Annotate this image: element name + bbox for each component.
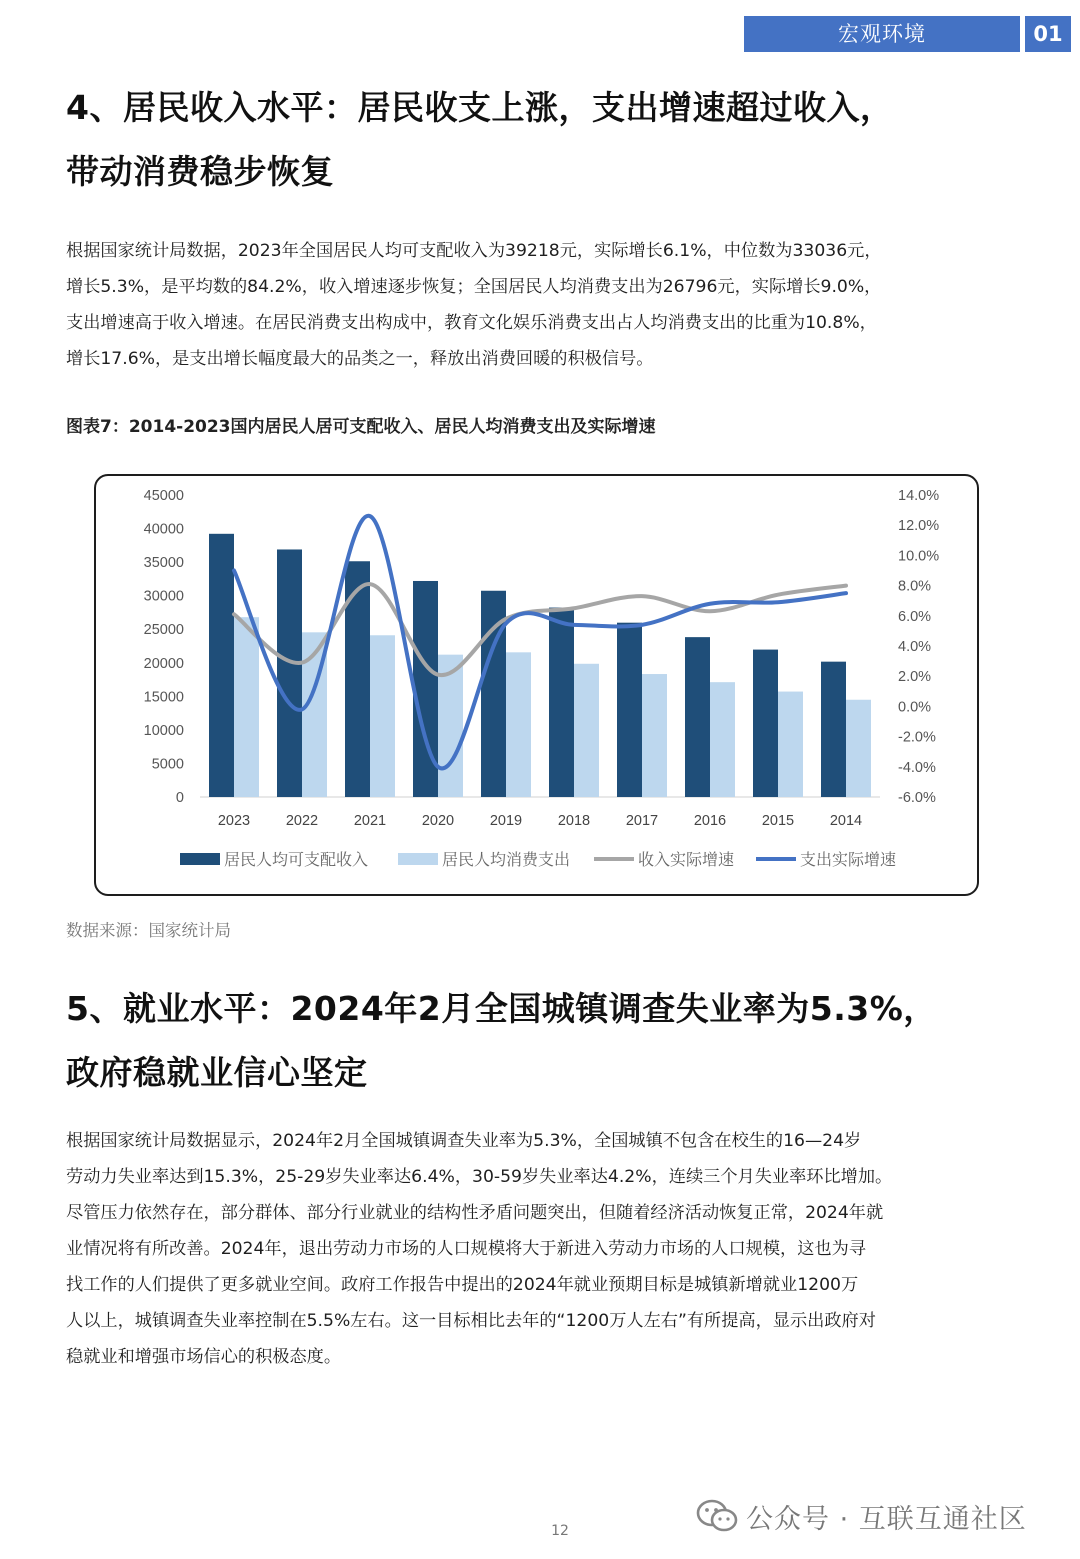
income-expenditure-chart (96, 476, 981, 898)
right-axis-tick-label: 6.0% (898, 608, 932, 625)
left-axis-tick-label: 5000 (151, 756, 184, 773)
wechat-icon (696, 1498, 738, 1534)
legend-label: 居民人均消费支出 (442, 850, 571, 869)
legend-swatch (180, 853, 220, 865)
bar-income (821, 662, 846, 797)
bar-income (753, 650, 778, 797)
paragraph-line: 劳动力失业率达到15.3%，25-29岁失业率达6.4%，30-59岁失业率达4.2%，连续三个月失业率环比增加。 (66, 1167, 893, 1187)
legend-swatch (398, 853, 438, 865)
bar-spending (710, 682, 735, 797)
paragraph-line: 增长5.3%，是平均数的84.2%，收入增速逐步恢复；全国居民人均消费支出为26796元，实际增长9.0%， (66, 277, 882, 297)
section5-paragraph (66, 1123, 1026, 1375)
left-axis-tick-label: 0 (175, 790, 184, 806)
left-axis-tick-label: 25000 (143, 622, 184, 639)
paragraph-line: 找工作的人们提供了更多就业空间。政府工作报告中提出的2024年就业预期目标是城镇新增就业1200万 (66, 1275, 859, 1295)
left-axis-tick-label: 15000 (143, 689, 184, 706)
bar-spending (846, 700, 871, 797)
right-axis-tick-label: 12.0% (898, 518, 940, 535)
paragraph-line: 支出增速高于收入增速。在居民消费支出构成中，教育文化娱乐消费支出占人均消费支出的比重为10.8%， (66, 313, 877, 333)
bar-income (209, 534, 234, 797)
x-axis-tick-label: 2023 (217, 813, 251, 829)
bar-spending (506, 652, 531, 797)
section4-paragraph (66, 233, 1026, 377)
bar-income (549, 608, 574, 797)
legend-label: 居民人均可支配收入 (224, 850, 369, 869)
paragraph-line: 根据国家统计局数据，2023年全国居民人均可支配收入为39218元，实际增长6.1%，中位数为33036元， (66, 241, 882, 261)
bar-income (345, 561, 370, 797)
chart-caption: 图表7：2014-2023国内居民人居可支配收入、居民人均消费支出及实际增速 (66, 417, 656, 437)
watermark-text: 公众号 · 互联互通社区 (746, 1503, 1027, 1535)
paragraph-line: 尽管压力依然存在，部分群体、部分行业就业的结构性矛盾问题突出，但随着经济活动恢复正常，2024年就 (66, 1203, 884, 1223)
section5-title-line2: 政府稳就业信心坚定 (66, 1053, 368, 1092)
bar-income (685, 637, 710, 797)
section4-title-line2: 带动消费稳步恢复 (66, 152, 334, 191)
legend-label: 支出实际增速 (800, 850, 897, 869)
bar-spending (370, 635, 395, 797)
paragraph-line: 根据国家统计局数据显示，2024年2月全国城镇调查失业率为5.3%，全国城镇不包含在校生的16—24岁 (66, 1131, 862, 1151)
left-axis-tick-label: 45000 (143, 488, 184, 504)
paragraph-line: 人以上，城镇调查失业率控制在5.5%左右。这一目标相比去年的“1200万人左右”有所提高，显示出政府对 (66, 1311, 876, 1331)
bar-income (277, 549, 302, 797)
paragraph-line: 业情况将有所改善。2024年，退出劳动力市场的人口规模将大于新进入劳动力市场的人口规模，这也为寻 (66, 1239, 866, 1259)
bar-income (617, 623, 642, 797)
right-axis-tick-label: -4.0% (898, 759, 936, 776)
bar-spending (574, 664, 599, 797)
left-axis-tick-label: 40000 (143, 521, 184, 538)
chart-container (94, 474, 979, 896)
right-axis-tick-label: 0.0% (898, 699, 932, 716)
x-axis-tick-label: 2015 (761, 813, 795, 829)
right-axis-tick-label: 8.0% (898, 578, 932, 595)
left-axis-tick-label: 35000 (143, 555, 184, 572)
paragraph-line: 稳就业和增强市场信心的积极态度。 (66, 1347, 342, 1367)
right-axis-tick-label: 14.0% (898, 488, 940, 504)
section-number: 01 (1025, 16, 1071, 52)
right-axis-tick-label: 2.0% (898, 669, 932, 686)
data-source: 数据来源：国家统计局 (66, 921, 231, 940)
right-axis-tick-label: -6.0% (898, 790, 936, 806)
right-axis-tick-label: -2.0% (898, 729, 936, 746)
x-axis-tick-label: 2020 (421, 813, 455, 829)
bar-spending (642, 674, 667, 797)
section4-title-line1: 4、居民收入水平：居民收支上涨，支出增速超过收入， (66, 88, 894, 127)
right-axis-tick-label: 4.0% (898, 639, 932, 655)
x-axis-tick-label: 2016 (693, 813, 727, 829)
bar-spending (778, 692, 803, 797)
bar-spending (234, 617, 259, 797)
section-tag: 宏观环境 (744, 16, 1020, 52)
x-axis-tick-label: 2019 (489, 813, 523, 829)
x-axis-tick-label: 2018 (557, 813, 591, 829)
x-axis-tick-label: 2017 (625, 813, 659, 829)
x-axis-tick-label: 2021 (353, 813, 387, 829)
x-axis-tick-label: 2022 (285, 813, 319, 829)
watermark (696, 1496, 1027, 1536)
x-axis-tick-label: 2014 (829, 813, 863, 829)
legend-label: 收入实际增速 (638, 850, 735, 869)
right-axis-tick-label: 10.0% (898, 548, 940, 565)
section5-title-line1: 5、就业水平：2024年2月全国城镇调查失业率为5.3%， (66, 989, 937, 1028)
left-axis-tick-label: 20000 (143, 655, 184, 672)
left-axis-tick-label: 10000 (143, 722, 184, 739)
paragraph-line: 增长17.6%，是支出增长幅度最大的品类之一，释放出消费回暖的积极信号。 (66, 349, 654, 369)
left-axis-tick-label: 30000 (143, 588, 184, 605)
page-number: 12 (551, 1523, 569, 1539)
